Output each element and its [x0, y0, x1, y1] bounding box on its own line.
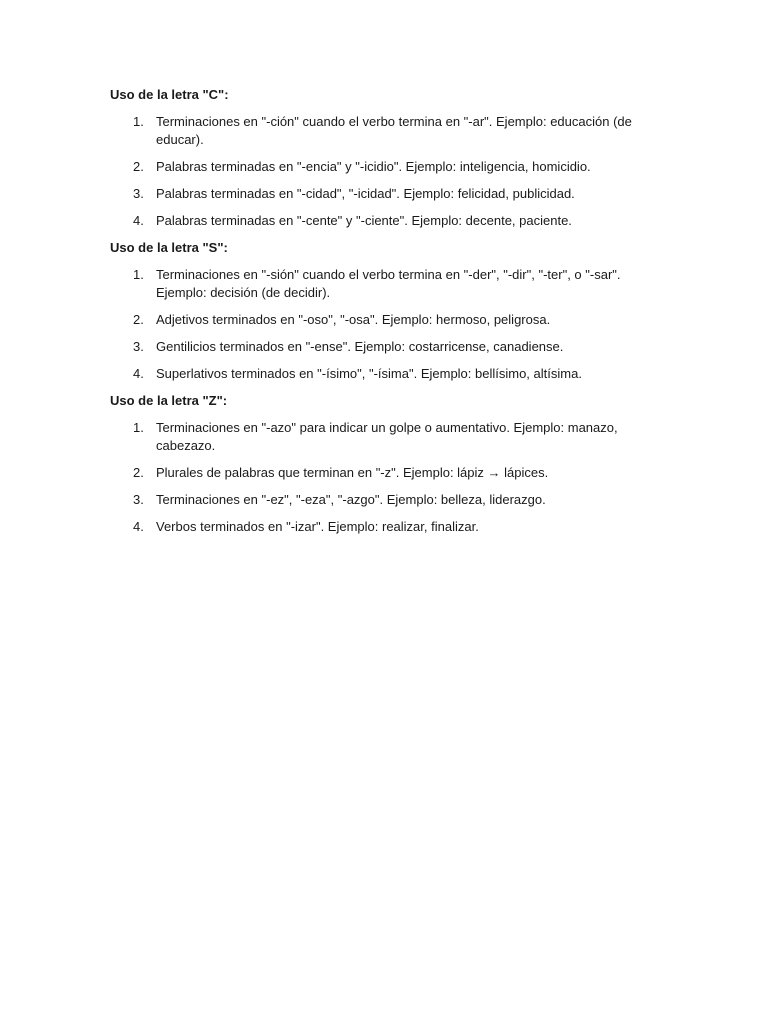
section-letter-z — [110, 392, 650, 536]
list-item-text: Adjetivos terminados en "-oso", "-osa". Ejemplo: hermoso, peligrosa. — [156, 312, 551, 327]
list-item — [110, 365, 636, 383]
list-number: 2. — [133, 312, 144, 327]
list-item-text: Superlativos terminados en "-ísimo", "-ísima". Ejemplo: bellísimo, altísima. — [156, 366, 582, 381]
numbered-list — [110, 113, 650, 230]
list-number: 2. — [133, 465, 144, 480]
list-number: 2. — [133, 159, 144, 174]
list-item-text: Terminaciones en "-ción" cuando el verbo termina en "-ar". Ejemplo: educación (de educar). — [156, 114, 632, 147]
section-heading: Uso de la letra "S": — [110, 240, 228, 255]
section-letter-s — [110, 239, 650, 383]
document-body — [110, 86, 650, 545]
list-item — [110, 266, 636, 302]
list-item — [110, 518, 636, 536]
section-letter-c — [110, 86, 650, 230]
list-number: 1. — [133, 267, 144, 282]
list-number: 1. — [133, 114, 144, 129]
list-item — [110, 311, 636, 329]
list-number: 4. — [133, 213, 144, 228]
numbered-list — [110, 266, 650, 383]
list-item — [110, 464, 636, 482]
list-item — [110, 113, 636, 149]
list-item-text: Gentilicios terminados en "-ense". Ejemplo: costarricense, canadiense. — [156, 339, 564, 354]
list-item-text: Palabras terminadas en "-cente" y "-ciente". Ejemplo: decente, paciente. — [156, 213, 572, 228]
list-number: 1. — [133, 420, 144, 435]
list-item-text: Terminaciones en "-azo" para indicar un golpe o aumentativo. Ejemplo: manazo, cabezazo. — [156, 420, 618, 453]
numbered-list — [110, 419, 650, 536]
list-item — [110, 212, 636, 230]
list-item-text: Verbos terminados en "-izar". Ejemplo: realizar, finalizar. — [156, 519, 479, 534]
section-heading: Uso de la letra "C": — [110, 87, 229, 102]
list-number: 4. — [133, 519, 144, 534]
section-heading: Uso de la letra "Z": — [110, 393, 228, 408]
list-item — [110, 338, 636, 356]
list-item-text: Plurales de palabras que terminan en "-z". Ejemplo: lápiz → lápices. — [156, 465, 549, 480]
list-item-text: Terminaciones en "-ez", "-eza", "-azgo". Ejemplo: belleza, liderazgo. — [156, 492, 546, 507]
list-item — [110, 158, 636, 176]
list-item-text: Palabras terminadas en "-encia" y "-icidio". Ejemplo: inteligencia, homicidio. — [156, 159, 591, 174]
list-number: 3. — [133, 492, 144, 507]
list-item-text: Palabras terminadas en "-cidad", "-icidad". Ejemplo: felicidad, publicidad. — [156, 186, 575, 201]
list-item — [110, 491, 636, 509]
list-item-text: Terminaciones en "-sión" cuando el verbo termina en "-der", "-dir", "-ter", o "-sar". Ejemplo: decisión (de decidir). — [156, 267, 621, 300]
list-item — [110, 185, 636, 203]
list-item — [110, 419, 636, 455]
list-number: 3. — [133, 186, 144, 201]
list-number: 4. — [133, 366, 144, 381]
list-number: 3. — [133, 339, 144, 354]
